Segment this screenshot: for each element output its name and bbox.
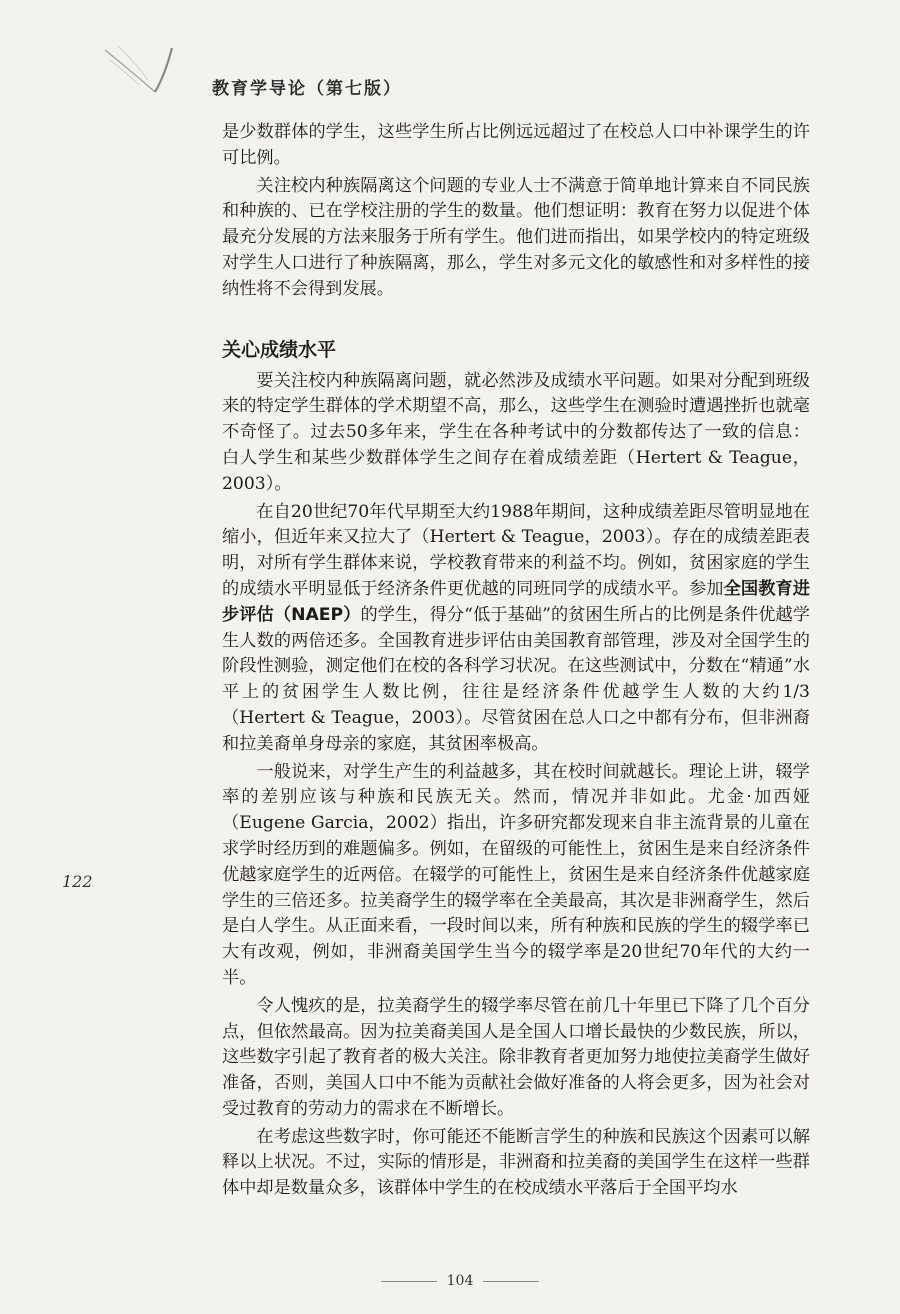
page-number: 104 xyxy=(446,1273,474,1289)
paragraph: 在考虑这些数字时，你可能还不能断言学生的种族和民族这个因素可以解释以上状况。不过，实际的情形是，非洲裔和拉美裔的美国学生在这样一些群体中却是数量众多，该群体中学生的在校成绩水平落后于全国平均水 xyxy=(222,1126,810,1199)
footer-rule-left xyxy=(381,1281,437,1282)
paragraph: 要关注校内种族隔离问题，就必然涉及成绩水平问题。如果对分配到班级来的特定学生群体的学术期望不高，那么，这些学生在测验时遭遇挫折也就毫不奇怪了。过去50多年来，学生在各种考试中的分数都传达了一致的信息：白人学生和某些少数群体学生之间存在着成绩差距（Hertert & Teague，2003）。 xyxy=(222,370,810,494)
section-heading: 关心成绩水平 xyxy=(222,338,337,361)
margin-page-number: 122 xyxy=(62,872,93,891)
paragraph-text: 的学生，得分“低于基础”的贫困生所占的比例是条件优越学生人数的两倍还多。全国教育进步评估由美国教育部管理，涉及对全国学生的阶段性测验，测定他们在校的各科学习状况。在这些测试中，分数在“精通”水平上的贫困学生人数比例，往往是经济条件优越学生人数的大约1/3（Hertert & Teague，2003）。尽管贫困在总人口之中都有分布，但非洲裔和拉美裔单身母亲的家庭，其贫困率极高。 xyxy=(222,604,810,754)
paragraph: 是少数群体的学生，这些学生所占比例远远超过了在校总人口中补课学生的许可比例。 xyxy=(222,122,810,168)
paragraph xyxy=(222,500,810,758)
paragraph: 令人愧疚的是，拉美裔学生的辍学率尽管在前几十年里已下降了几个百分点，但依然最高。因为拉美裔美国人是全国人口增长最快的少数民族，所以，这些数字引起了教育者的极大关注。除非教育者更加努力地使拉美裔学生做好准备，否则，美国人口中不能为贡献社会做好准备的人将会更多，因为社会对受过教育的劳动力的需求在不断增长。 xyxy=(222,995,810,1119)
running-head: 教育学导论（第七版） xyxy=(212,79,402,99)
paragraph: 关注校内种族隔离这个问题的专业人士不满意于简单地计算来自不同民族和种族的、已在学校注册的学生的数量。他们想证明：教育在努力以促进个体最充分发展的方法来服务于所有学生。他们进而指出，如果学校内的特定班级对学生人口进行了种族隔离，那么，学生对多元文化的敏感性和对多样性的接纳性将不会得到发展。 xyxy=(222,175,810,299)
paragraph-text: 在自20世纪70年代早期至大约1988年期间，这种成绩差距尽管明显地在缩小，但近年来又拉大了（Hertert & Teague，2003）。存在的成绩差距表明，对所有学生群体来说，学校教育带来的利益不均。例如，贫困家庭的学生的成绩水平明显低于经济条件更优越的同班同学的成绩水平。参加 xyxy=(222,501,810,599)
page-footer xyxy=(370,1273,550,1289)
body-text xyxy=(222,120,810,1204)
decorative-ornament-icon xyxy=(100,40,200,100)
footer-rule-right xyxy=(483,1281,539,1282)
bold-term: 全国教育进步评估（NAEP） xyxy=(222,578,810,625)
paragraph: 一般说来，对学生产生的利益越多，其在校时间就越长。理论上讲，辍学率的差别应该与种族和民族无关。然而，情况并非如此。尤金·加西娅（Eugene Garcia，2002）指出，许多研究都发现来自非主流背景的儿童在求学时经历到的难题偏多。例如，在留级的可能性上，贫困生是来自经济条件优越家庭学生的近两倍。在辍学的可能性上，贫困生是来自经济条件优越家庭学生的三倍还多。拉美裔学生的辍学率在全美最高，其次是非洲裔学生，然后是白人学生。从正面来看，一段时间以来，所有种族和民族的学生的辍学率已大有改观，例如，非洲裔美国学生当今的辍学率是20世纪70年代的大约一半。 xyxy=(222,761,810,988)
